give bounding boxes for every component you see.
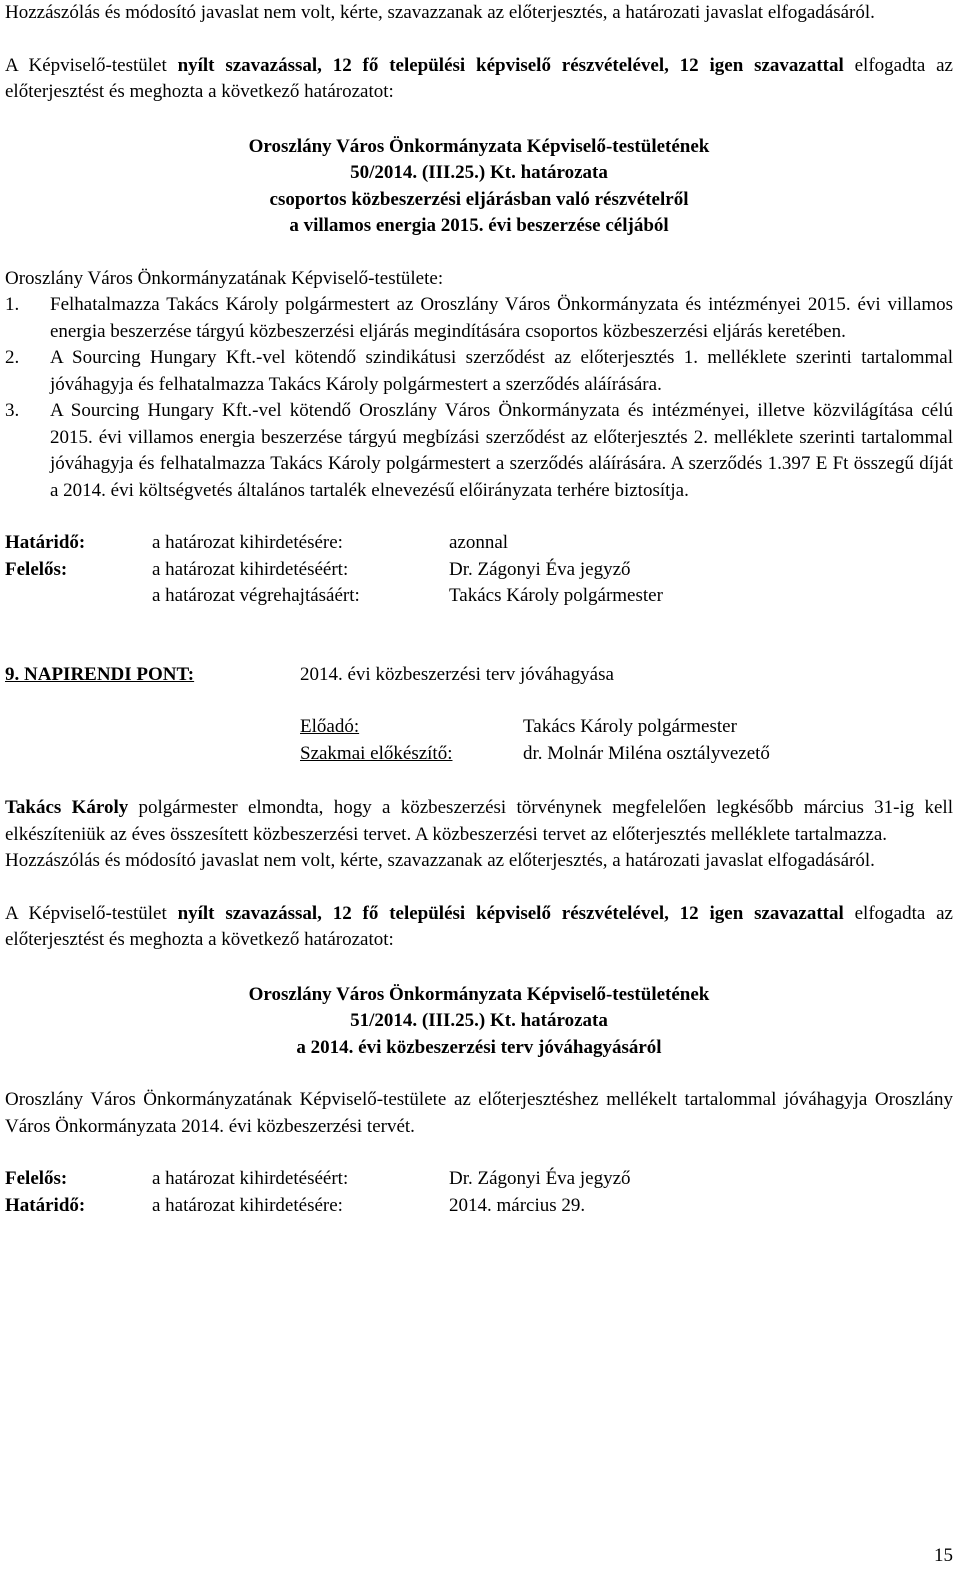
resolution-item: 3. A Sourcing Hungary Kft.-vel kötendő Oroszlány Város Önkormányzata és intézményei, illetve közvilágítása célú 2015. évi villamos energia beszerzése tárgyú megbízási szerződést az előterjesztés 2. melléklete szerinti tartalommal jóváhagyja és felhatalmazza Takács Károly polgármestert a szerződés aláírására. A szerződés 1.397 E Ft összegű díját a 2014. évi költségvetés általános tartalék elnevezésű előirányzata terhére biztosítja. [5, 400, 953, 501]
responsible-row: Felelős: a határozat kihirdetéséért: Dr. Zágonyi Éva jegyző [5, 558, 631, 580]
speech-paragraph: Takács Károly polgármester elmondta, hogy a közbeszerzési törvénynek megfelelően legkésőbb március 31-ig kell elkészíteniük az éves összesített közbeszerzési tervet. A közbeszerzési tervet az előterjesztés melléklete tartalmazza. [5, 797, 953, 845]
document-page [5, 0, 953, 1219]
resolution-item: 2. A Sourcing Hungary Kft.-vel kötendő szindikátusi szerződést az előterjesztés 1. melléklete szerinti tartalommal jóváhagyja és felhatalmazza Takács Károly polgármestert a szerződés aláírására. [5, 347, 953, 395]
resolution-51-header [5, 982, 953, 1062]
responsible-row: a határozat végrehajtásáért: Takács Károly polgármester [152, 585, 663, 606]
presenter-row: Előadó: Takács Károly polgármester [300, 716, 737, 737]
resolution-issuer: Oroszlány Város Önkormányzata Képviselő-testületének [248, 983, 710, 1005]
agenda-title: 2014. évi közbeszerzési terv jóváhagyása [300, 663, 614, 685]
resolution-body: Oroszlány Város Önkormányzatának Képviselő-testülete az előterjesztéshez mellékelt tartalommal jóváhagyja Oroszlány Város Önkormányzata 2014. évi közbeszerzési tervét. [5, 1089, 953, 1137]
agenda-item-9 [5, 662, 953, 689]
responsible-row: Felelős: a határozat kihirdetéséért: Dr. Zágonyi Éva jegyző [5, 1168, 631, 1189]
resolution-item: 1. Felhatalmazza Takács Károly polgármestert az Oroszlány Város Önkormányzata és intézményei 2015. évi villamos energia beszerzése tárgyú közbeszerzési eljárás megindítására csoportos közbeszerzési eljárás keretében. [5, 294, 953, 342]
deadline-row: Határidő: a határozat kihirdetésére: 2014. március 29. [5, 1194, 586, 1216]
discussion-paragraph: Hozzászólás és módosító javaslat nem volt, kérte, szavazzanak az előterjesztés, a határozati javaslat elfogadásáról. [5, 850, 875, 871]
spacer [5, 27, 953, 53]
resolution-subject: csoportos közbeszerzési eljárásban való részvételről [269, 188, 689, 210]
resolution-intro: Oroszlány Város Önkormányzatának Képviselő-testülete: [5, 267, 444, 289]
resolution-subject: a 2014. évi közbeszerzési terv jóváhagyásáról [296, 1036, 662, 1058]
deadline-row: Határidő: a határozat kihirdetésére: azonnal [5, 532, 509, 553]
resolution-subject-cont: a villamos energia 2015. évi beszerzése céljából [289, 215, 669, 236]
resolution-issuer: Oroszlány Város Önkormányzata Képviselő-testületének [248, 135, 710, 157]
resolution-number: 51/2014. (III.25.) Kt. határozata [350, 1010, 608, 1031]
agenda-label: 9. NAPIRENDI PONT: [5, 663, 195, 685]
vote-paragraph: A Képviselő-testület nyílt szavazással, 12 fő települési képviselő részvételével, 12 igen szavazattal elfogadta az előterjesztést és meghozta a következő határozatot: [5, 54, 953, 102]
vote-paragraph: A Képviselő-testület nyílt szavazással, 12 fő települési képviselő részvételével, 12 igen szavazattal elfogadta az előterjesztést és meghozta a következő határozatot: [5, 902, 953, 950]
preparer-row: Szakmai előkészítő: dr. Molnár Miléna osztályvezető [300, 742, 770, 764]
resolution-number: 50/2014. (III.25.) Kt. határozata [350, 162, 608, 183]
discussion-paragraph: Hozzászólás és módosító javaslat nem volt, kérte, szavazzanak az előterjesztés, a határozati javaslat elfogadásáról. [5, 2, 875, 23]
page-number: 15 [934, 1544, 953, 1566]
resolution-50-header [5, 134, 953, 240]
